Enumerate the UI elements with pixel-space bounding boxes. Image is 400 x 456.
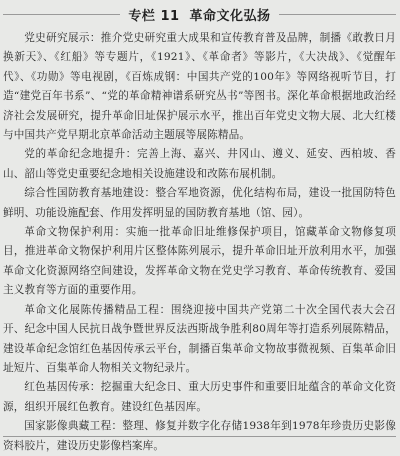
paragraph-party-history-research: 党史研究展示：推介党史研究重大成果和宣传教育普及品牌，制播《敢教日月换新天》、《红船》等专题片，《1921》、《革命者》等影片，《大决战》、《觉醒年代》、《功勋》等电视剧，《百炼成钢：中国共产党的100年》等网络视听节目，打造“建党百年书系”、“党的革命精神谱系研究丛书”等图书。深化革命根据地政治经济社会发展研究，提升革命旧址保护展示水平，推出百年党史文物大展、北大红楼与中国共产党早期北京革命活动主题展等展陈精品。 <box>3 32 396 142</box>
paragraph-red-gene: 红色基因传承：挖掘重大纪念日、重大历史事件和重要旧址蕴含的革命文化资源，组织开展红色教育。建设红色基因库。 <box>3 381 396 413</box>
header-title-group <box>120 5 278 24</box>
column-label: 专栏 11 <box>128 8 180 24</box>
paragraph-memorial-sites: 党的革命纪念地提升：完善上海、嘉兴、井冈山、遵义、延安、西柏坡、香山、韶山等党史重要纪念地相关设施建设和改陈布展机制。 <box>3 148 396 180</box>
column-title: 革命文化弘扬 <box>189 8 271 24</box>
column-body <box>3 29 396 456</box>
paragraph-defense-education: 综合性国防教育基地建设：整合军地资源，优化结构布局，建设一批国防特色鲜明、功能设施配套、作用发挥明显的国防教育基地（馆、园）。 <box>3 187 396 219</box>
paragraph-relic-protection: 革命文物保护利用：实施一批革命旧址维修保护项目，馆藏革命文物修复项目，推进革命文物保护利用片区整体陈列展示，提升革命旧址开放利用水平，加强革命文化资源网络空间建设，发挥革命文物在党史学习教育、革命传统教育、爱国主义教育等方面的重要作用。 <box>3 226 396 297</box>
paragraph-image-archive: 国家影像典藏工程：整理、修复并数字化存储1938年到1978年珍贵历史影像资料胶片，建设历史影像档案库。 <box>3 420 396 452</box>
bottom-rule <box>3 436 396 437</box>
column-header <box>3 1 396 27</box>
paragraph-exhibition-project: 革命文化展陈传播精品工程：围绕迎接中国共产党第二十次全国代表大会召开、纪念中国人民抗日战争暨世界反法西斯战争胜利80周年等打造系列展陈精品，建设革命纪念馆红色基因传承云平台，制播百集革命文物故事微视频、百集革命旧址短片、百集革命人物相关文物纪录片。 <box>3 303 396 374</box>
